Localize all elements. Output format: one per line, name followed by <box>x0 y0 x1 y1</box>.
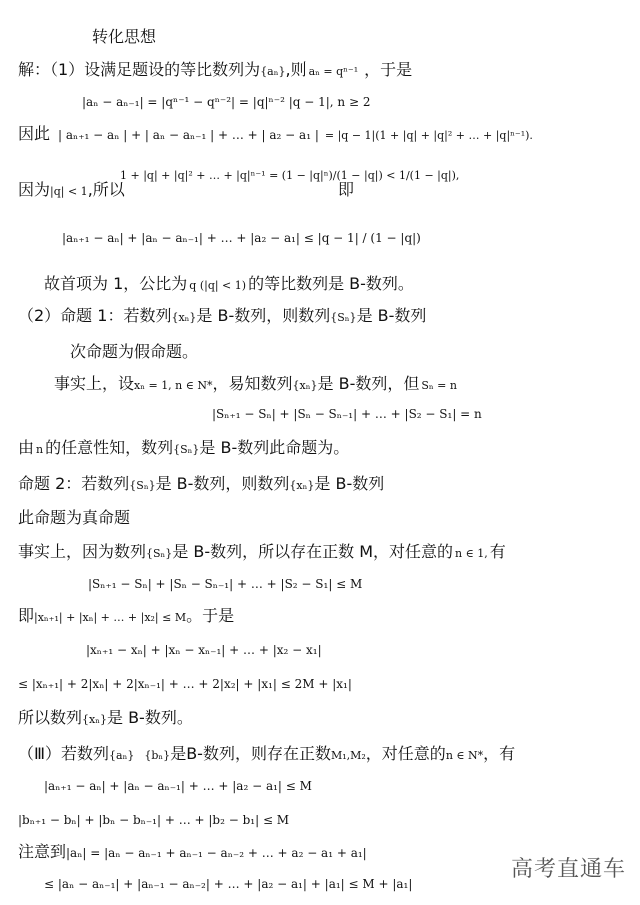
math-inline: n ∈ N* <box>445 749 484 762</box>
text: 命题 2：若数列 <box>18 474 130 493</box>
math-inline: |aₙ| = |aₙ − aₙ₋₁ + aₙ₋₁ − aₙ₋₂ + … + a₂ − a₁ + a₁| <box>66 846 367 860</box>
heading: 转化思想 <box>92 27 157 46</box>
paragraph <box>18 474 384 496</box>
text: 有 <box>489 542 506 561</box>
math-inline: n <box>36 443 44 456</box>
formula-line: ≤ |aₙ − aₙ₋₁| + |aₙ₋₁ − aₙ₋₂| + … + |a₂ − a₁| + |a₁| ≤ M + |a₁| <box>44 877 413 891</box>
paragraph <box>18 842 367 863</box>
paragraph-part3 <box>18 744 515 766</box>
paragraph: 此命题为真命题 <box>18 508 131 527</box>
text: 即 <box>338 180 355 199</box>
math-inline: n ∈ 1, <box>455 547 488 560</box>
text: 解：（1）设满足题设的等比数列为 <box>18 60 261 79</box>
text: 是 B-数列，所以存在正数 M，对任意的 <box>172 542 454 561</box>
text: 事实上，设 <box>54 374 135 393</box>
math-inline: {Sₙ} <box>173 443 200 456</box>
math-inline: = |q − 1|(1 + |q| + |q|² + … + |q|ⁿ⁻¹). <box>324 129 533 142</box>
math-inline: Sₙ = n <box>421 379 457 392</box>
paragraph <box>18 606 234 628</box>
text: （2）命题 1：若数列 <box>18 306 172 325</box>
text: 事实上，因为数列 <box>18 542 147 561</box>
math-inline: {Sₙ} <box>330 311 357 324</box>
math-inline: {xₙ} <box>292 379 318 392</box>
text: 是 B-数列，但 <box>317 374 420 393</box>
formula-line: |xₙ₊₁ − xₙ| + |xₙ − xₙ₋₁| + … + |x₂ − x₁| <box>86 643 322 657</box>
paragraph <box>44 274 414 296</box>
math-inline: {xₙ} <box>171 311 197 324</box>
text: 由 <box>18 438 35 457</box>
text: 是 B-数列。 <box>106 708 193 727</box>
math-inline: |q| < 1 <box>50 185 88 198</box>
watermark: 高考直通车 <box>510 857 626 882</box>
text: 即 <box>18 606 35 625</box>
math-inline: aₙ = qⁿ⁻¹ <box>308 65 359 78</box>
math-inline: xₙ = 1, n ∈ N* <box>134 379 213 392</box>
paragraph <box>18 708 193 730</box>
formula-line: |aₙ₊₁ − aₙ| + |aₙ − aₙ₋₁| + … + |a₂ − a₁| ≤ |q − 1| / (1 − |q|) <box>62 231 421 245</box>
text: ,则 <box>285 60 307 79</box>
math-inline: {aₙ} <box>109 749 135 762</box>
text: ，有 <box>483 744 516 763</box>
text: 的等比数列是 B-数列。 <box>248 274 414 293</box>
formula-line: |bₙ₊₁ − bₙ| + |bₙ − bₙ₋₁| + … + |b₂ − b₁| ≤ M <box>18 813 290 827</box>
formula-line: |aₙ₊₁ − aₙ| + |aₙ − aₙ₋₁| + … + |a₂ − a₁| ≤ M <box>44 779 312 793</box>
text: 是B-数列，则存在正数 <box>170 744 331 763</box>
text: 是 B-数列 <box>314 474 385 493</box>
math-inline: {bₙ} <box>144 749 171 762</box>
text: 是 B-数列，则数列 <box>196 306 331 325</box>
math-inline: M₁,M₂ <box>330 749 366 762</box>
paragraph <box>18 180 125 202</box>
math-inline: {aₙ} <box>260 65 286 78</box>
text: ,所以 <box>87 180 125 199</box>
text: （Ⅲ）若数列 <box>18 744 110 763</box>
formula-line: |Sₙ₊₁ − Sₙ| + |Sₙ − Sₙ₋₁| + … + |S₂ − S₁| = n <box>212 407 482 421</box>
text: ，于是 <box>364 60 413 79</box>
math-inline: |xₙ₊₁| + |xₙ| + … + |x₂| ≤ M <box>34 611 187 624</box>
math-inline: q (|q| < 1) <box>189 279 247 292</box>
text: 是 B-数列，则数列 <box>155 474 290 493</box>
math-inline: {xₙ} <box>289 479 315 492</box>
text: 。于是 <box>186 606 235 625</box>
formula-line: |aₙ − aₙ₋₁| = |qⁿ⁻¹ − qⁿ⁻²| = |q|ⁿ⁻² |q − 1|, n ≥ 2 <box>82 95 371 109</box>
formula-line: |Sₙ₊₁ − Sₙ| + |Sₙ − Sₙ₋₁| + … + |S₂ − S₁| ≤ M <box>88 577 363 591</box>
paragraph <box>54 374 457 396</box>
math-inline: {Sₙ} <box>146 547 173 560</box>
paragraph <box>18 542 506 564</box>
text: 所以数列 <box>18 708 83 727</box>
text: ，易知数列 <box>212 374 293 393</box>
paragraph <box>18 124 533 146</box>
paragraph-part2 <box>18 306 426 328</box>
text: 因此 <box>18 124 51 143</box>
text: 注意到 <box>18 842 67 861</box>
text: 故首项为 1，公比为 <box>44 274 188 293</box>
paragraph: 次命题为假命题。 <box>70 342 199 361</box>
math-inline: {xₙ} <box>82 713 107 726</box>
paragraph <box>18 438 349 460</box>
text: 是 B-数列此命题为。 <box>199 438 350 457</box>
formula-line: ≤ |xₙ₊₁| + 2|xₙ| + 2|xₙ₋₁| + … + 2|x₂| + |x₁| ≤ 2M + |x₁| <box>18 677 352 691</box>
text: 的任意性知，数列 <box>45 438 174 457</box>
text: 因为 <box>18 180 51 199</box>
paragraph-part1 <box>18 60 412 82</box>
text: ，对任意的 <box>365 744 446 763</box>
math-inline: | aₙ₊₁ − aₙ | + | aₙ − aₙ₋₁ | + … + | a₂ − a₁ | <box>58 128 319 142</box>
math-inline: 1 + |q| + |q|² + … + |q|ⁿ⁻¹ = (1 − |q|ⁿ)/(1 − |q|) < 1/(1 − |q|), <box>120 169 460 182</box>
math-inline: {Sₙ} <box>129 479 156 492</box>
text: 是 B-数列 <box>356 306 427 325</box>
